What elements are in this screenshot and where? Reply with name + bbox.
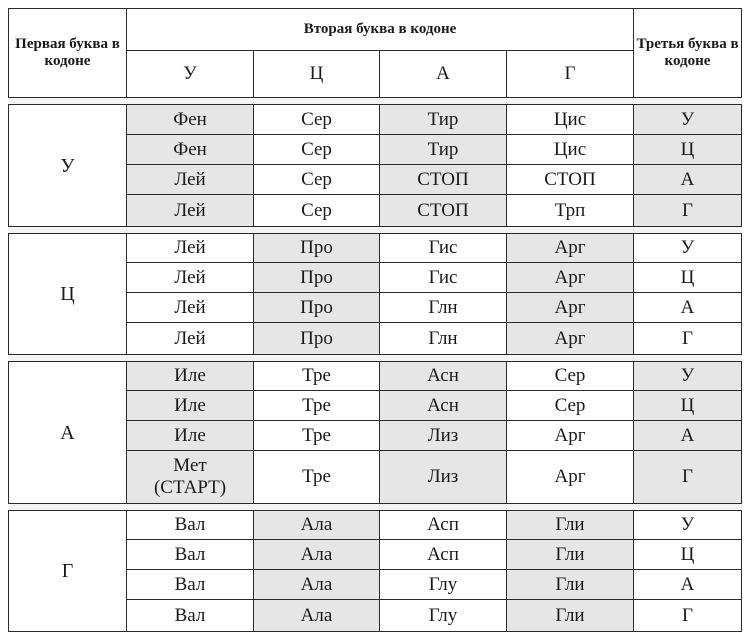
third-letter-label: У xyxy=(680,514,695,535)
amino-acid-cell xyxy=(253,510,380,540)
amino-acid-label: Про xyxy=(300,296,333,318)
amino-acid-cell xyxy=(506,569,634,600)
amino-acid-label: Иле xyxy=(174,394,206,416)
amino-acid-label: Ала xyxy=(300,573,333,595)
amino-acid-label: Арг xyxy=(554,237,586,258)
third-letter-label: Ц xyxy=(680,138,695,160)
amino-acid-label: СТОП xyxy=(417,199,469,221)
amino-acid-cell xyxy=(253,292,380,323)
amino-acid-label: Сер xyxy=(554,365,586,386)
amino-acid-label: Гис xyxy=(428,237,458,258)
amino-acid-cell xyxy=(379,361,507,391)
amino-acid-cell xyxy=(126,194,254,227)
amino-acid-label: Фен xyxy=(173,138,207,160)
amino-acid-label: Асн xyxy=(427,394,459,416)
first-letter-cell xyxy=(8,510,127,632)
amino-acid-label: Глу xyxy=(428,604,458,626)
third-letter-label: Г xyxy=(682,466,693,487)
third-letter-cell xyxy=(633,262,742,293)
amino-acid-cell xyxy=(253,194,380,227)
amino-acid-cell xyxy=(253,262,380,293)
amino-acid-label: Сер xyxy=(301,199,332,221)
amino-acid-label: Цис xyxy=(553,108,587,130)
amino-acid-cell xyxy=(506,292,634,323)
amino-acid-cell xyxy=(126,134,254,165)
amino-acid-cell xyxy=(379,262,507,293)
amino-acid-label: Арг xyxy=(554,296,586,318)
amino-acid-cell xyxy=(506,262,634,293)
third-letter-cell xyxy=(633,104,742,135)
first-letter-header-label: Первая буква в кодоне xyxy=(15,36,120,69)
second-letter-header-label: Вторая буква в кодоне xyxy=(303,21,457,37)
first-letter-cell xyxy=(8,233,127,355)
amino-acid-cell xyxy=(379,194,507,227)
amino-acid-cell xyxy=(253,233,380,263)
amino-acid-cell xyxy=(126,390,254,421)
amino-acid-cell xyxy=(379,104,507,135)
amino-acid-cell xyxy=(126,450,254,504)
third-letter-cell xyxy=(633,134,742,165)
amino-acid-label: СТОП xyxy=(417,168,469,190)
first-letter-header xyxy=(8,8,127,98)
amino-acid-cell xyxy=(506,194,634,227)
amino-acid-cell xyxy=(379,599,507,632)
amino-acid-cell xyxy=(126,233,254,263)
amino-acid-label: Ала xyxy=(300,604,333,626)
amino-acid-cell xyxy=(126,262,254,293)
amino-acid-label: Про xyxy=(300,237,333,258)
amino-acid-label: Иле xyxy=(174,365,206,386)
third-letter-label: Г xyxy=(682,199,693,221)
amino-acid-cell xyxy=(126,292,254,323)
amino-acid-cell xyxy=(379,420,507,451)
amino-acid-label: Иле xyxy=(174,424,206,446)
third-letter-header-label: Третья буква в кодоне xyxy=(636,36,739,69)
amino-acid-cell xyxy=(253,539,380,570)
amino-acid-label: Вал xyxy=(174,543,206,565)
amino-acid-label: Сер xyxy=(301,108,332,130)
amino-acid-label: Лей xyxy=(174,296,206,318)
amino-acid-cell xyxy=(506,361,634,391)
amino-acid-label: Арг xyxy=(554,266,586,288)
amino-acid-label: Глн xyxy=(428,327,458,349)
amino-acid-label: Лиз xyxy=(427,466,459,487)
amino-acid-label: Гис xyxy=(428,266,458,288)
second-letter-col-4 xyxy=(506,50,634,98)
amino-acid-cell xyxy=(506,450,634,504)
amino-acid-label: Глу xyxy=(428,573,458,595)
amino-acid-cell xyxy=(506,322,634,355)
third-letter-label: Ц xyxy=(680,394,695,416)
third-letter-label: Г xyxy=(682,327,693,349)
amino-acid-label: Лей xyxy=(174,168,206,190)
second-letter-col-1-label: У xyxy=(183,63,197,84)
amino-acid-label: Про xyxy=(300,327,333,349)
amino-acid-label: Гли xyxy=(555,543,585,565)
amino-acid-label: Вал xyxy=(174,573,206,595)
amino-acid-cell xyxy=(126,420,254,451)
amino-acid-cell xyxy=(379,569,507,600)
amino-acid-label: СТОП xyxy=(544,168,596,190)
amino-acid-label: Гли xyxy=(555,514,585,535)
third-letter-cell xyxy=(633,233,742,263)
first-letter-label: А xyxy=(60,421,75,444)
amino-acid-cell xyxy=(379,134,507,165)
second-letter-col-3-label: А xyxy=(436,63,450,84)
third-letter-cell xyxy=(633,599,742,632)
second-letter-col-3 xyxy=(379,50,507,98)
amino-acid-label: Асн xyxy=(427,365,459,386)
amino-acid-label: Тре xyxy=(302,365,331,386)
amino-acid-label: Про xyxy=(300,266,333,288)
amino-acid-label: Сер xyxy=(301,168,332,190)
amino-acid-label: Арг xyxy=(554,424,586,446)
second-letter-col-4-label: Г xyxy=(564,63,576,84)
amino-acid-cell xyxy=(126,510,254,540)
amino-acid-label: Тре xyxy=(302,394,331,416)
amino-acid-label: Вал xyxy=(174,514,206,535)
third-letter-label: А xyxy=(680,168,695,190)
amino-acid-label: Лей xyxy=(174,266,206,288)
third-letter-label: У xyxy=(680,108,695,130)
third-letter-label: Ц xyxy=(680,266,695,288)
amino-acid-cell xyxy=(379,510,507,540)
amino-acid-label: Ала xyxy=(300,514,333,535)
amino-acid-label: Асп xyxy=(427,514,459,535)
amino-acid-cell xyxy=(253,164,380,195)
third-letter-label: А xyxy=(680,296,695,318)
amino-acid-label: Цис xyxy=(553,138,587,160)
amino-acid-cell xyxy=(379,450,507,504)
amino-acid-cell xyxy=(253,361,380,391)
first-letter-label: Ц xyxy=(60,283,75,305)
amino-acid-cell xyxy=(506,134,634,165)
amino-acid-cell xyxy=(506,510,634,540)
second-letter-header xyxy=(126,8,634,51)
amino-acid-label: Асп xyxy=(427,543,459,565)
amino-acid-cell xyxy=(126,322,254,355)
amino-acid-label: Сер xyxy=(554,394,586,416)
amino-acid-cell xyxy=(253,104,380,135)
amino-acid-label: Арг xyxy=(554,327,586,349)
third-letter-cell xyxy=(633,361,742,391)
first-letter-cell xyxy=(8,104,127,227)
amino-acid-cell xyxy=(126,539,254,570)
amino-acid-cell xyxy=(126,569,254,600)
amino-acid-cell xyxy=(253,134,380,165)
amino-acid-label: Лей xyxy=(174,327,206,349)
amino-acid-label: Лей xyxy=(174,237,206,258)
amino-acid-cell xyxy=(379,164,507,195)
amino-acid-cell xyxy=(506,599,634,632)
amino-acid-cell xyxy=(506,164,634,195)
third-letter-label: У xyxy=(680,365,695,386)
amino-acid-cell xyxy=(253,390,380,421)
third-letter-cell xyxy=(633,292,742,323)
amino-acid-cell xyxy=(253,450,380,504)
third-letter-cell xyxy=(633,539,742,570)
third-letter-label: Г xyxy=(682,604,693,626)
amino-acid-cell xyxy=(253,420,380,451)
amino-acid-label: Гли xyxy=(555,573,585,595)
amino-acid-label: Ала xyxy=(300,543,333,565)
amino-acid-label: Глн xyxy=(428,296,458,318)
third-letter-label: А xyxy=(680,424,695,446)
amino-acid-cell xyxy=(379,390,507,421)
third-letter-cell xyxy=(633,194,742,227)
amino-acid-cell xyxy=(506,104,634,135)
third-letter-cell xyxy=(633,510,742,540)
amino-acid-cell xyxy=(379,322,507,355)
amino-acid-cell xyxy=(506,233,634,263)
third-letter-cell xyxy=(633,569,742,600)
third-letter-label: А xyxy=(680,573,695,595)
third-letter-label: Ц xyxy=(680,543,695,565)
amino-acid-cell xyxy=(379,539,507,570)
amino-acid-cell xyxy=(253,322,380,355)
third-letter-cell xyxy=(633,322,742,355)
third-letter-cell xyxy=(633,450,742,504)
amino-acid-label: Тре xyxy=(302,424,331,446)
amino-acid-label: Арг xyxy=(554,466,586,487)
amino-acid-cell xyxy=(506,420,634,451)
third-letter-header xyxy=(633,8,742,98)
amino-acid-label: Лиз xyxy=(427,424,459,446)
third-letter-cell xyxy=(633,164,742,195)
amino-acid-cell xyxy=(253,569,380,600)
amino-acid-cell xyxy=(253,599,380,632)
amino-acid-label: Гли xyxy=(555,604,585,626)
amino-acid-cell xyxy=(506,539,634,570)
first-letter-cell xyxy=(8,361,127,504)
amino-acid-cell xyxy=(126,361,254,391)
amino-acid-label: Вал xyxy=(174,604,206,626)
third-letter-cell xyxy=(633,420,742,451)
amino-acid-cell xyxy=(126,164,254,195)
second-letter-col-2 xyxy=(253,50,380,98)
second-letter-col-1 xyxy=(126,50,254,98)
amino-acid-label: Тир xyxy=(427,138,459,160)
amino-acid-label: Фен xyxy=(173,108,207,130)
amino-acid-label: Лей xyxy=(174,199,206,221)
amino-acid-cell xyxy=(379,233,507,263)
first-letter-label: У xyxy=(60,154,75,177)
amino-acid-cell xyxy=(506,390,634,421)
third-letter-cell xyxy=(633,390,742,421)
amino-acid-label: Сер xyxy=(301,138,332,160)
second-letter-col-2-label: Ц xyxy=(309,63,324,84)
amino-acid-label: Трп xyxy=(554,199,586,221)
first-letter-label: Г xyxy=(61,560,74,582)
amino-acid-label: Мет (СТАРТ) xyxy=(153,455,227,498)
amino-acid-cell xyxy=(126,599,254,632)
amino-acid-label: Тир xyxy=(427,108,459,130)
amino-acid-cell xyxy=(126,104,254,135)
amino-acid-label: Тре xyxy=(302,466,331,487)
amino-acid-cell xyxy=(379,292,507,323)
third-letter-label: У xyxy=(680,237,695,258)
